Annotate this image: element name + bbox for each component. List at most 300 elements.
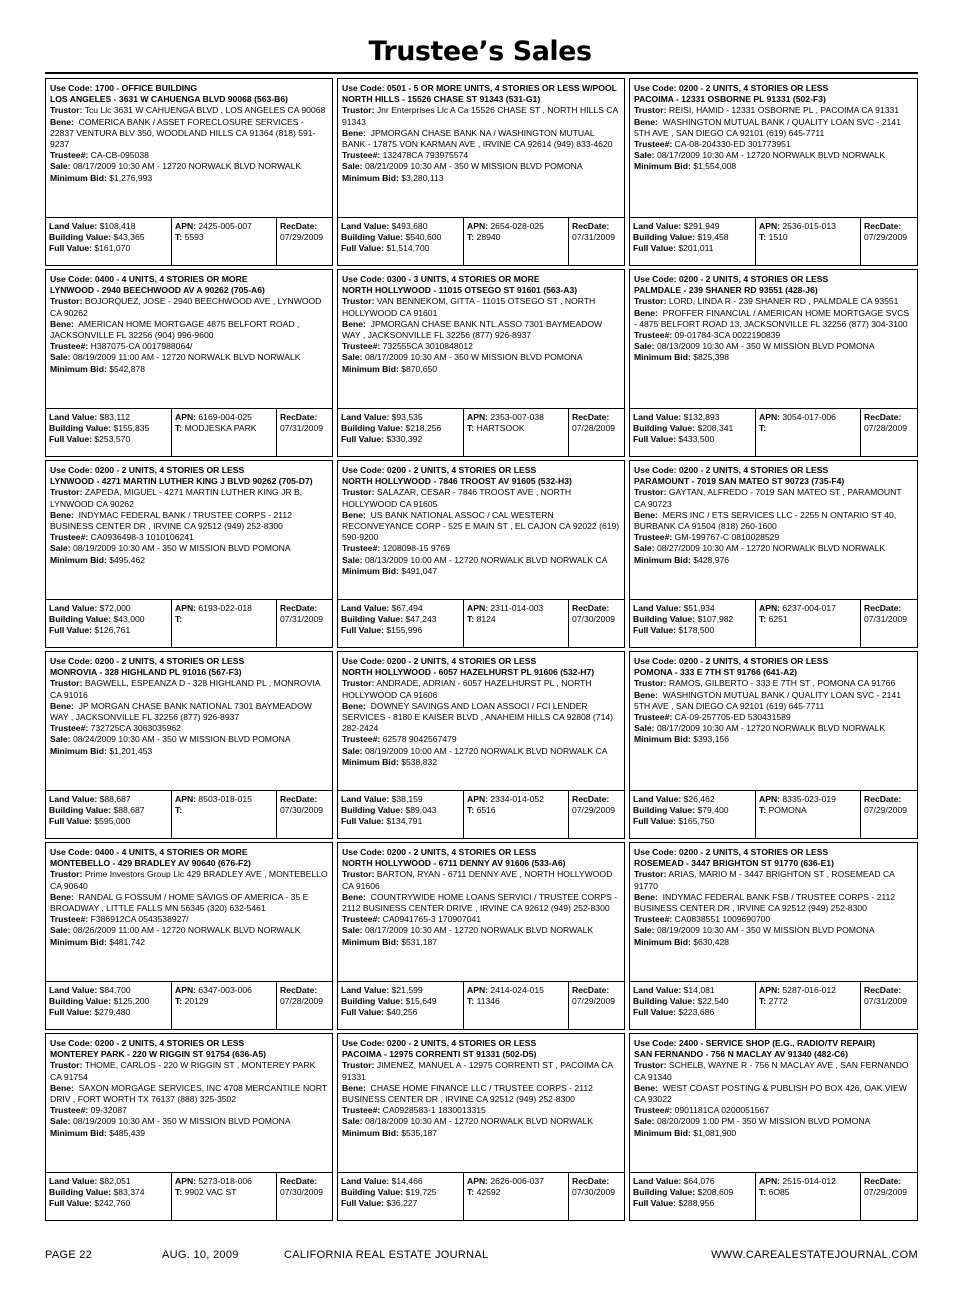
trustor-value: THOME, CARLOS - 220 W RIGGIN ST , MONTEREY PARK CA 91754 — [50, 1060, 316, 1082]
trustor-label: Trustor: — [50, 869, 83, 880]
t-value: 8124 — [476, 614, 496, 625]
apn-label: APN: — [467, 603, 489, 613]
min-bid-value: $531,187 — [401, 936, 438, 947]
bene-value: MERS INC / ETS SERVICES LLC - 2255 N ONTARIO ST 40, BURBANK CA 91504 (818) 260-1600 — [634, 509, 897, 532]
trustee-line — [342, 543, 620, 554]
bene-label: Bene: — [342, 509, 366, 520]
property-location: LOS ANGELES - 3631 W CAHUENGA BLVD 90068 (563-B6) — [50, 94, 288, 105]
apn-value: 2334-014-052 — [490, 794, 544, 804]
use-code: Use Code: 0200 - 2 UNITS, 4 STORIES OR LESS — [634, 656, 829, 666]
value-column — [630, 1173, 756, 1220]
trustee-label: Trustee#: — [634, 712, 673, 723]
listing-values — [46, 409, 332, 456]
bene-label: Bene: — [50, 318, 74, 329]
listing-values — [630, 409, 917, 456]
recdate-column — [861, 409, 917, 456]
apn-label: APN: — [759, 412, 781, 422]
building-value: $540,600 — [405, 232, 442, 243]
land-label: Land Value: — [341, 1176, 390, 1186]
recdate-column — [569, 791, 624, 838]
full-label: Full Value: — [341, 243, 384, 254]
bene-value: WASHINGTON MUTUAL BANK / QUALITY LOAN SVC - 2141 5TH AVE , SAN DIEGO CA 92101 (619) 645-7711 — [634, 689, 901, 711]
listing-card — [337, 78, 625, 266]
recdate-column — [569, 982, 624, 1029]
recdate-label: RecDate: — [572, 985, 610, 995]
t-label: T: — [759, 805, 767, 816]
building-value: $43,000 — [113, 614, 145, 625]
recdate-label: RecDate: — [864, 412, 902, 422]
land-label: Land Value: — [49, 603, 98, 613]
sale-label: Sale: — [634, 150, 655, 161]
value-column — [338, 218, 464, 265]
min-bid-line — [342, 937, 620, 948]
recdate-label: RecDate: — [280, 221, 318, 231]
use-code: Use Code: 2400 - SERVICE SHOP (E.G., RADIO/TV REPAIR) — [634, 1038, 876, 1048]
recdate-label: RecDate: — [572, 794, 610, 804]
trustor-line — [634, 296, 913, 307]
min-bid-label: Minimum Bid: — [342, 172, 399, 183]
recdate-column — [569, 409, 624, 456]
sale-line — [342, 161, 620, 172]
trustor-label: Trustor: — [342, 487, 375, 498]
sale-line — [634, 150, 913, 161]
land-value: $108,418 — [99, 221, 136, 231]
land-value: $132,893 — [683, 412, 720, 422]
bene-value: RANDAL G FOSSUM / HOME SAVIGS OF AMERICA - 35 E BROADWAY , LITTLE FALLS MN 56345 (320) 632-5461 — [50, 891, 309, 914]
apn-column — [464, 1173, 569, 1220]
bene-line — [50, 1083, 328, 1105]
listing-details — [46, 79, 332, 218]
t-label: T: — [759, 232, 767, 243]
apn-label: APN: — [175, 985, 197, 995]
recdate-label: RecDate: — [572, 221, 610, 231]
t-label: T: — [175, 232, 183, 243]
min-bid-line — [50, 937, 328, 948]
listing-values — [630, 1173, 917, 1220]
trustor-label: Trustor: — [634, 105, 667, 116]
apn-value: 3054-017-006 — [782, 412, 836, 422]
trustor-label: Trustor: — [50, 105, 83, 116]
apn-label: APN: — [467, 985, 489, 995]
listing-values — [338, 982, 624, 1029]
recdate-label: RecDate: — [572, 1176, 610, 1186]
building-label: Building Value: — [341, 805, 404, 816]
property-location: PACOIMA - 12975 CORRENTI ST 91331 (502-D5) — [342, 1049, 537, 1060]
full-label: Full Value: — [49, 243, 92, 254]
apn-column — [464, 409, 569, 456]
trustee-line — [342, 734, 620, 745]
bene-line — [50, 319, 328, 341]
apn-column — [172, 982, 277, 1029]
trustor-line — [342, 105, 620, 127]
full-label: Full Value: — [49, 816, 92, 827]
trustor-line — [50, 678, 328, 700]
bene-line — [342, 892, 620, 914]
building-value: $43,365 — [113, 232, 145, 243]
full-value: $433,500 — [678, 434, 715, 445]
trustor-label: Trustor: — [634, 1060, 667, 1071]
listing-details — [338, 1034, 624, 1173]
sale-value: 08/19/2009 10:30 AM - 350 W MISSION BLVD POMONA — [72, 1116, 291, 1127]
recdate-label: RecDate: — [280, 985, 318, 995]
full-value: $134,791 — [386, 816, 423, 827]
sale-line — [634, 341, 913, 352]
recdate-column — [861, 982, 917, 1029]
min-bid-label: Minimum Bid: — [50, 363, 107, 374]
sale-label: Sale: — [634, 925, 655, 936]
apn-column — [464, 791, 569, 838]
min-bid-line — [634, 161, 913, 172]
apn-column — [756, 791, 861, 838]
listing-card — [45, 78, 333, 266]
trustor-label: Trustor: — [50, 678, 83, 689]
trustor-value: REISI, HAMID - 12331 OSBORNE PL , PACOIMA CA 91331 — [668, 105, 900, 116]
building-label: Building Value: — [633, 1187, 696, 1198]
apn-label: APN: — [175, 221, 197, 231]
property-location: NORTH HILLS - 15526 CHASE ST 91343 (531-G1) — [342, 94, 541, 105]
bene-line — [342, 319, 620, 341]
property-location: NORTH HOLLYWOOD - 6711 DENNY AV 91606 (533-A6) — [342, 858, 566, 869]
building-label: Building Value: — [49, 232, 112, 243]
recdate-column — [569, 218, 624, 265]
sale-line — [50, 352, 328, 363]
min-bid-value: $1,554,008 — [693, 161, 737, 172]
trustee-line — [342, 150, 620, 161]
recdate-label: RecDate: — [280, 1176, 318, 1186]
bene-line — [634, 1083, 913, 1105]
bene-label: Bene: — [50, 116, 74, 127]
building-value: $89,043 — [405, 805, 437, 816]
apn-label: APN: — [467, 794, 489, 804]
recdate-column — [277, 1173, 332, 1220]
trustor-value: SCHELB, WAYNE R - 756 N MACLAY AVE , SAN FERNANDO CA 91340 — [634, 1060, 909, 1082]
building-label: Building Value: — [633, 805, 696, 816]
recdate-label: RecDate: — [280, 794, 318, 804]
full-value: $165,750 — [678, 816, 715, 827]
value-column — [630, 791, 756, 838]
listing-details — [630, 461, 917, 600]
value-column — [630, 600, 756, 647]
t-label: T: — [467, 232, 475, 243]
apn-value: 6169-004-025 — [198, 412, 252, 422]
recdate-value: 07/29/2009 — [864, 232, 908, 243]
recdate-value: 07/29/2009 — [864, 805, 908, 816]
recdate-column — [861, 1173, 917, 1220]
trustee-label: Trustee#: — [342, 341, 381, 352]
sale-value: 08/27/2009 10:30 AM - 12720 NORWALK BLVD NORWALK — [656, 543, 886, 554]
trustor-line — [50, 296, 328, 318]
full-value: $330,392 — [386, 434, 423, 445]
apn-value: 2425-005-007 — [198, 221, 252, 231]
listing-card — [629, 1033, 918, 1221]
land-label: Land Value: — [49, 985, 98, 995]
bene-value: WEST COAST POSTING & PUBLISH PO BOX 426, OAK VIEW CA 93022 — [634, 1082, 907, 1105]
recdate-column — [277, 409, 332, 456]
property-location: LYNWOOD - 4271 MARTIN LUTHER KING J BLVD 90262 (705-D7) — [50, 476, 313, 487]
apn-column — [756, 409, 861, 456]
t-label: T: — [759, 423, 767, 434]
property-location: SAN FERNANDO - 756 N MACLAY AV 91340 (482-C6) — [634, 1049, 848, 1060]
building-value: $83,374 — [113, 1187, 145, 1198]
min-bid-label: Minimum Bid: — [342, 1127, 399, 1138]
trustee-label: Trustee#: — [634, 1105, 673, 1116]
apn-value: 2414-024-015 — [490, 985, 544, 995]
apn-column — [464, 600, 569, 647]
trustee-line — [634, 1105, 913, 1116]
bene-line — [342, 1083, 620, 1105]
trustee-line — [50, 532, 328, 543]
apn-column — [756, 218, 861, 265]
bene-label: Bene: — [342, 891, 366, 902]
min-bid-value: $538,832 — [401, 756, 438, 767]
full-value: $36,227 — [386, 1198, 418, 1209]
recdate-column — [277, 982, 332, 1029]
t-value: 6O85 — [768, 1187, 790, 1198]
min-bid-value: $542,878 — [109, 363, 146, 374]
sale-label: Sale: — [342, 925, 363, 936]
bene-label: Bene: — [50, 891, 74, 902]
bene-value: INDYMAC FEDERAL BANK / TRUSTEE CORPS - 2112 BUSINESS CENTER DR , IRVINE CA 92512 (949) 252-8300 — [50, 509, 292, 532]
sale-value: 08/17/2009 10:30 AM - 12720 NORWALK BLVD NORWALK — [656, 150, 886, 161]
sale-line — [50, 734, 328, 745]
apn-value: 2626-006-037 — [490, 1176, 544, 1186]
recdate-column — [861, 600, 917, 647]
trustee-line — [634, 139, 913, 150]
land-value: $83,112 — [99, 412, 131, 422]
trustee-line — [50, 914, 328, 925]
value-column — [46, 1173, 172, 1220]
land-label: Land Value: — [341, 603, 390, 613]
trustee-line — [634, 712, 913, 723]
sale-line — [342, 352, 620, 363]
trustor-value: JIMENEZ, MANUEL A - 12975 CORRENTI ST , PACOIMA CA 91331 — [342, 1060, 613, 1082]
recdate-column — [277, 791, 332, 838]
bene-label: Bene: — [634, 509, 658, 520]
recdate-column — [569, 600, 624, 647]
listing-details — [630, 79, 917, 218]
apn-label: APN: — [759, 603, 781, 613]
listing-values — [46, 791, 332, 838]
property-location: NORTH HOLLYWOOD - 11015 OTSEGO ST 91601 (563-A3) — [342, 285, 578, 296]
land-value: $26,462 — [683, 794, 715, 804]
t-value: 11346 — [476, 996, 500, 1007]
min-bid-value: $491,047 — [401, 565, 438, 576]
bene-line — [634, 892, 913, 914]
apn-label: APN: — [467, 412, 489, 422]
trustee-label: Trustee#: — [342, 150, 381, 161]
sale-label: Sale: — [342, 745, 363, 756]
trustor-label: Trustor: — [634, 678, 667, 689]
land-value: $84,700 — [99, 985, 131, 995]
full-label: Full Value: — [341, 1007, 384, 1018]
trustor-line — [634, 869, 913, 891]
sale-value: 08/13/2009 10:00 AM - 12720 NORWALK BLVD NORWALK CA — [364, 554, 608, 565]
recdate-label: RecDate: — [864, 603, 902, 613]
listing-details — [338, 843, 624, 982]
trustee-value: 732555CA 3010848012 — [382, 341, 473, 352]
sale-value: 08/17/2009 10:30 AM - 12720 NORWALK BLVD NORWALK — [72, 161, 302, 172]
sale-label: Sale: — [50, 352, 71, 363]
min-bid-label: Minimum Bid: — [634, 1127, 691, 1138]
trustee-line — [50, 341, 328, 352]
min-bid-label: Minimum Bid: — [634, 734, 691, 745]
listing-details — [46, 461, 332, 600]
land-label: Land Value: — [49, 1176, 98, 1186]
recdate-value: 07/31/2009 — [280, 423, 324, 434]
listing-values — [338, 791, 624, 838]
trustor-line — [50, 869, 328, 891]
apn-label: APN: — [467, 1176, 489, 1186]
trustee-label: Trustee#: — [634, 330, 673, 341]
value-column — [630, 409, 756, 456]
land-value: $93,535 — [391, 412, 423, 422]
recdate-column — [569, 1173, 624, 1220]
building-value: $208,609 — [697, 1187, 734, 1198]
listing-details — [46, 843, 332, 982]
apn-column — [756, 982, 861, 1029]
listing-card — [45, 460, 333, 648]
value-column — [338, 409, 464, 456]
property-location: PACOIMA - 12331 OSBORNE PL 91331 (502-F3) — [634, 94, 826, 105]
listing-card — [629, 842, 918, 1030]
sale-value: 08/13/2009 10:30 AM - 350 W MISSION BLVD POMONA — [656, 341, 875, 352]
sale-value: 08/18/2009 10:30 AM - 12720 NORWALK BLVD NORWALK — [364, 1116, 594, 1127]
building-label: Building Value: — [633, 423, 696, 434]
use-code: Use Code: 0200 - 2 UNITS, 4 STORIES OR LESS — [50, 1038, 245, 1048]
full-label: Full Value: — [49, 625, 92, 636]
trustee-label: Trustee#: — [634, 532, 673, 543]
min-bid-line — [342, 364, 620, 375]
t-label: T: — [467, 423, 475, 434]
listing-card — [629, 460, 918, 648]
apn-value: 5287-016-012 — [782, 985, 836, 995]
footer-publication: CALIFORNIA REAL ESTATE JOURNAL — [284, 1249, 489, 1261]
trustor-line — [634, 1060, 913, 1082]
footer-website[interactable]: WWW.CAREALESTATEJOURNAL.COM — [711, 1249, 918, 1261]
bene-line — [342, 510, 620, 544]
min-bid-line — [342, 757, 620, 768]
recdate-value: 07/31/2009 — [864, 996, 908, 1007]
property-location: MONTEREY PARK - 220 W RIGGIN ST 91754 (636-A5) — [50, 1049, 267, 1060]
use-code: Use Code: 0400 - 4 UNITS, 4 STORIES OR MORE — [50, 274, 248, 284]
min-bid-label: Minimum Bid: — [50, 936, 107, 947]
footer-page-number: PAGE 22 — [45, 1249, 93, 1261]
building-value: $218,256 — [405, 423, 442, 434]
trustee-value: CA0838551 1009690700 — [674, 914, 771, 925]
land-value: $291,949 — [683, 221, 720, 231]
full-value: $1,514,700 — [386, 243, 430, 254]
bene-value: COMERICA BANK / ASSET FORECLOSURE SERVICES - 22837 VENTURA BLV 350, WOODLAND HILLS CA 91364 (818) 591-9237 — [50, 116, 316, 150]
full-label: Full Value: — [49, 1198, 92, 1209]
min-bid-label: Minimum Bid: — [634, 554, 691, 565]
trustee-line — [342, 1105, 620, 1116]
listing-values — [630, 218, 917, 265]
trustee-value: H387075-CA 0017988064/ — [90, 341, 193, 352]
building-label: Building Value: — [633, 614, 696, 625]
apn-label: APN: — [175, 412, 197, 422]
trustor-value: BAGWELL, ESPEANZA D - 328 HIGHLAND PL , MONROVIA CA 91016 — [50, 678, 320, 700]
land-label: Land Value: — [341, 794, 390, 804]
trustee-line — [634, 914, 913, 925]
land-value: $14,081 — [683, 985, 715, 995]
value-column — [338, 791, 464, 838]
full-value: $40,256 — [386, 1007, 418, 1018]
sale-value: 08/19/2009 10:30 AM - 350 W MISSION BLVD POMONA — [72, 543, 291, 554]
property-location: LYNWOOD - 2940 BEECHWOOD AV A 90262 (705-A6) — [50, 285, 265, 296]
apn-value: 2536-015-013 — [782, 221, 836, 231]
sale-line — [634, 543, 913, 554]
value-column — [630, 218, 756, 265]
min-bid-label: Minimum Bid: — [50, 1127, 107, 1138]
trustee-label: Trustee#: — [634, 914, 673, 925]
apn-column — [172, 1173, 277, 1220]
building-value: $88,687 — [113, 805, 145, 816]
sale-line — [50, 161, 328, 172]
full-label: Full Value: — [633, 434, 676, 445]
bene-value: WASHINGTON MUTUAL BANK / QUALITY LOAN SVC - 2141 5TH AVE , SAN DIEGO CA 92101 (619) 645-7711 — [634, 116, 901, 138]
land-value: $64,076 — [683, 1176, 715, 1186]
sale-line — [50, 543, 328, 554]
trustee-value: 09-01784-3CA 0022190839 — [674, 330, 781, 341]
value-column — [338, 1173, 464, 1220]
use-code: Use Code: 0501 - 5 OR MORE UNITS, 4 STORIES OR LESS W/POOL — [342, 83, 617, 93]
bene-value: AMERICAN HOME MORTGAGE 4875 BELFORT ROAD , JACKSONVILLE FL 32256 (904) 996-9600 — [50, 318, 300, 341]
sale-line — [634, 723, 913, 734]
apn-value: 6237-004-017 — [782, 603, 836, 613]
t-label: T: — [175, 1187, 183, 1198]
full-value: $223,686 — [678, 1007, 715, 1018]
listing-values — [630, 791, 917, 838]
property-location: POMONA - 333 E 7TH ST 91766 (641-A2) — [634, 667, 798, 678]
recdate-value: 07/29/2009 — [864, 1187, 908, 1198]
trustee-value: 62578 9042567479 — [382, 734, 457, 745]
use-code: Use Code: 0200 - 2 UNITS, 4 STORIES OR LESS — [634, 83, 829, 93]
listing-card — [629, 651, 918, 839]
trustor-label: Trustor: — [634, 869, 667, 880]
sale-value: 08/19/2009 10:30 AM - 350 W MISSION BLVD POMONA — [656, 925, 875, 936]
listing-details — [630, 1034, 917, 1173]
land-label: Land Value: — [49, 221, 98, 231]
land-value: $493,680 — [391, 221, 428, 231]
apn-column — [172, 409, 277, 456]
trustee-value: 132478CA 793975574 — [382, 150, 469, 161]
recdate-value: 07/31/2009 — [280, 614, 324, 625]
trustor-line — [342, 1060, 620, 1082]
t-label: T: — [467, 1187, 475, 1198]
use-code: Use Code: 0200 - 2 UNITS, 4 STORIES OR LESS — [50, 656, 245, 666]
min-bid-line — [50, 555, 328, 566]
recdate-label: RecDate: — [572, 412, 610, 422]
apn-column — [464, 218, 569, 265]
trustor-label: Trustor: — [342, 105, 375, 116]
trustee-label: Trustee#: — [50, 1105, 89, 1116]
sale-line — [50, 925, 328, 936]
min-bid-line — [634, 555, 913, 566]
property-location: ROSEMEAD - 3447 BRIGHTON ST 91770 (636-E1) — [634, 858, 834, 869]
apn-column — [756, 1173, 861, 1220]
land-value: $72,000 — [99, 603, 131, 613]
listings-grid — [45, 78, 918, 1221]
trustee-label: Trustee#: — [634, 139, 673, 150]
trustee-line — [50, 723, 328, 734]
recdate-column — [277, 218, 332, 265]
property-location: MONTEBELLO - 429 BRADLEY AV 90640 (676-F2) — [50, 858, 251, 869]
full-value: $161,070 — [94, 243, 131, 254]
value-column — [46, 982, 172, 1029]
building-label: Building Value: — [341, 423, 404, 434]
trustor-label: Trustor: — [50, 1060, 83, 1071]
sale-label: Sale: — [50, 925, 71, 936]
